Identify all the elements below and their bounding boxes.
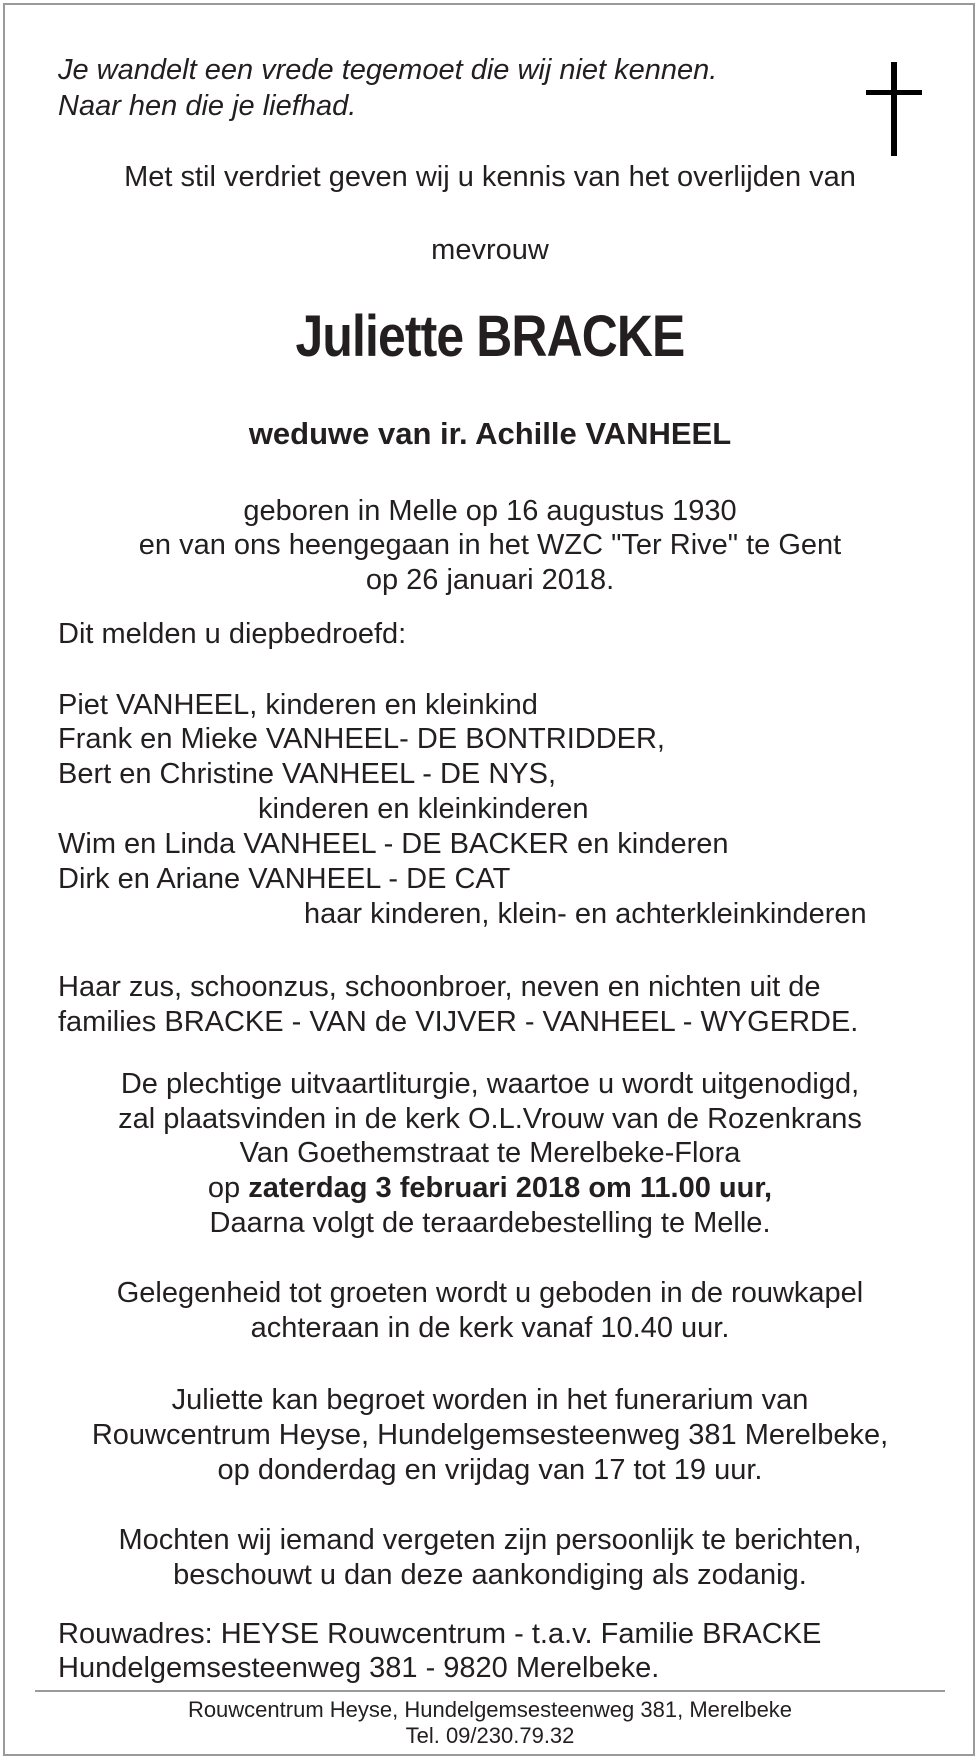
cross-icon: [866, 62, 922, 156]
verse-line-1: Je wandelt een vrede tegemoet die wij niet kennen.: [58, 54, 718, 86]
family-line-3: Bert en Christine VANHEEL - DE NYS,: [58, 758, 556, 790]
footer-line-1: Rouwcentrum Heyse, Hundelgemsesteenweg 381, Merelbeke: [187, 1697, 793, 1722]
liturgy-date: [0, 1171, 980, 1205]
footer-line-2: Tel. 09/230.79.32: [405, 1723, 575, 1748]
burial-line: Daarna volgt de teraardebestelling te Melle.: [209, 1207, 771, 1239]
greeting-line-2: achteraan in de kerk vanaf 10.40 uur.: [250, 1312, 730, 1344]
family-line-4: kinderen en kleinkinderen: [258, 793, 589, 825]
address-line-2: Hundelgemsesteenweg 381 - 9820 Merelbeke.: [58, 1652, 660, 1684]
family-line-6: Dirk en Ariane VANHEEL - DE CAT: [58, 863, 511, 895]
widow-line: weduwe van ir. Achille VANHEEL: [248, 416, 732, 451]
funerarium-line-3: op donderdag en vrijdag van 17 tot 19 uur.: [217, 1454, 763, 1486]
liturgy-date-bold: zaterdag 3 februari 2018 om 11.00 uur,: [248, 1172, 773, 1204]
family-line-2: Frank en Mieke VANHEEL- DE BONTRIDDER,: [58, 723, 665, 755]
liturgy-line-2: zal plaatsvinden in de kerk O.L.Vrouw van de Rozenkrans: [118, 1103, 862, 1135]
family-line-7: haar kinderen, klein- en achterkleinkinderen: [304, 898, 867, 930]
footer-divider: [35, 1690, 945, 1692]
birth-line-1: geboren in Melle op 16 augustus 1930: [243, 495, 737, 527]
liturgy-date-prefix: op: [207, 1172, 249, 1204]
forget-line-2: beschouwt u dan deze aankondiging als zodanig.: [173, 1559, 807, 1591]
address-line-1: Rouwadres: HEYSE Rouwcentrum - t.a.v. Familie BRACKE: [58, 1618, 822, 1650]
intro-text: Met stil verdriet geven wij u kennis van het overlijden van: [124, 161, 856, 193]
verse-line-2: Naar hen die je liefhad.: [58, 90, 357, 122]
deceased-name: Juliette BRACKE: [295, 304, 685, 369]
funerarium-line-2: Rouwcentrum Heyse, Hundelgemsesteenweg 381 Merelbeke,: [91, 1419, 889, 1451]
birth-line-2: en van ons heengegaan in het WZC "Ter Rive" te Gent: [138, 529, 842, 561]
family-line-1: Piet VANHEEL, kinderen en kleinkind: [58, 689, 538, 721]
liturgy-line-3: Van Goethemstraat te Merelbeke-Flora: [239, 1137, 741, 1169]
liturgy-line-1: De plechtige uitvaartliturgie, waartoe u wordt uitgenodigd,: [120, 1068, 860, 1100]
greeting-line-1: Gelegenheid tot groeten wordt u geboden in de rouwkapel: [116, 1277, 864, 1309]
family-line-5: Wim en Linda VANHEEL - DE BACKER en kinderen: [58, 828, 729, 860]
announce-text: Dit melden u diepbedroefd:: [58, 618, 407, 650]
death-line: op 26 januari 2018.: [365, 564, 615, 596]
relatives-line-2: families BRACKE - VAN de VIJVER - VANHEEL - WYGERDE.: [58, 1006, 859, 1038]
forget-line-1: Mochten wij iemand vergeten zijn persoonlijk te berichten,: [118, 1524, 862, 1556]
funerarium-line-1: Juliette kan begroet worden in het funerarium van: [171, 1384, 809, 1416]
relatives-line-1: Haar zus, schoonzus, schoonbroer, neven en nichten uit de: [58, 971, 821, 1003]
salutation: mevrouw: [431, 234, 549, 266]
